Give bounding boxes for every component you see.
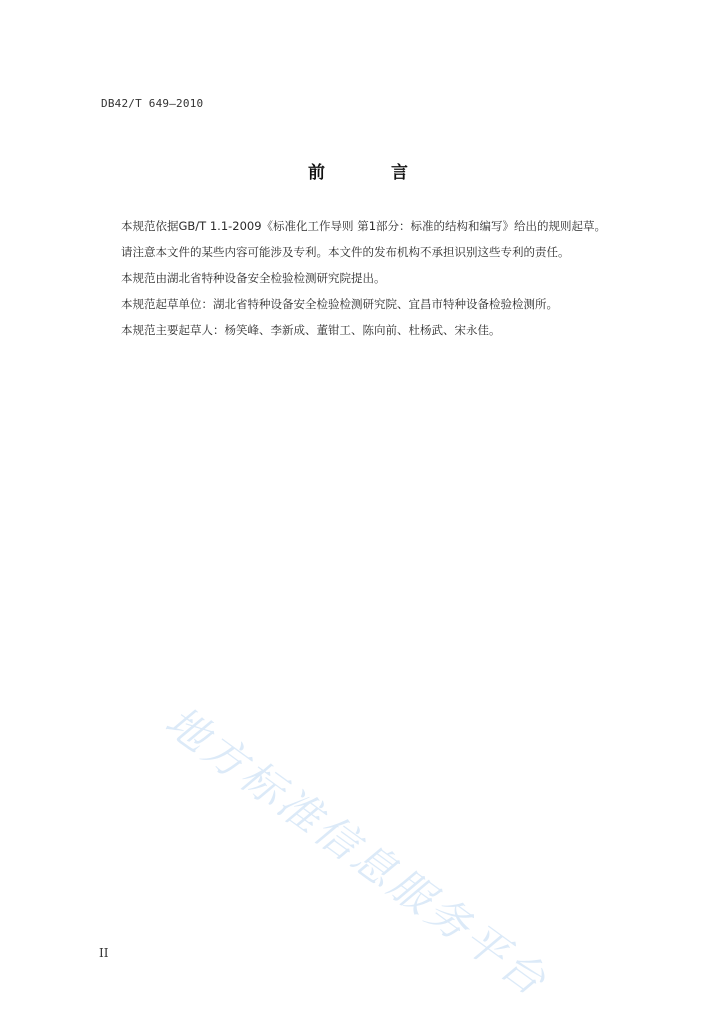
page-title: 前 言 — [308, 163, 438, 183]
paragraph-patent-notice: 请注意本文件的某些内容可能涉及专利。本文件的发布机构不承担识别这些专利的责任。 — [121, 245, 570, 259]
foreword-body — [121, 213, 681, 343]
page-number: II — [99, 946, 109, 960]
document-code: DB42/T 649—2010 — [101, 97, 204, 110]
paragraph-drafting-rules: 本规范依据GB/T 1.1-2009《标准化工作导则 第1部分：标准的结构和编写》给出的规则起草。 — [121, 219, 607, 233]
paragraph-drafters: 本规范主要起草人：杨笑峰、李新成、董钳工、陈向前、杜杨武、宋永佳。 — [121, 323, 501, 337]
watermark: 地方标准信息服务平台 — [156, 696, 558, 1007]
paragraph-proposer: 本规范由湖北省特种设备安全检验检测研究院提出。 — [121, 271, 386, 285]
paragraph-drafting-units: 本规范起草单位：湖北省特种设备安全检验检测研究院、宜昌市特种设备检验检测所。 — [121, 297, 558, 311]
